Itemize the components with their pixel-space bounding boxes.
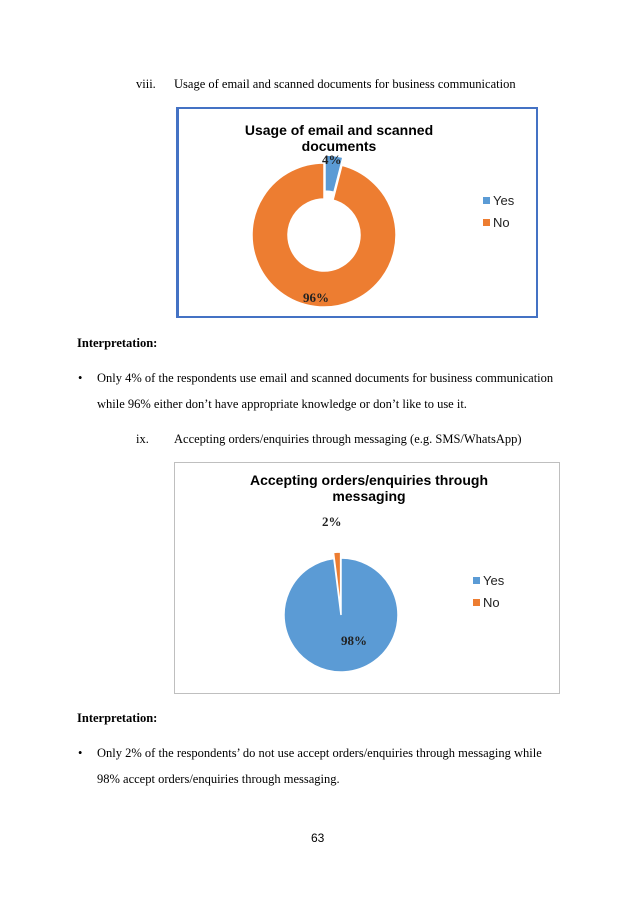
interpretation-heading-2: Interpretation:: [77, 711, 158, 725]
interpretation-text-1: [97, 365, 567, 417]
chart-email-legend: [483, 189, 514, 233]
data-label-email-no: 96%: [303, 290, 329, 305]
legend-label-no-2: No: [483, 594, 500, 610]
legend-swatch-no: [483, 219, 490, 226]
data-label-messaging-no: 2%: [322, 514, 342, 529]
chart-messaging-title-text: Accepting orders/enquiries through messaging: [249, 472, 489, 504]
legend-label-yes-2: Yes: [483, 572, 505, 588]
page-number: 63: [311, 831, 325, 845]
interpretation-1-line-1: Only 4% of the respondents use email and scanned documents for business communication: [97, 371, 554, 385]
interpretation-heading-1: Interpretation:: [77, 336, 158, 350]
data-label-messaging-yes: 98%: [341, 633, 367, 648]
data-label-email-yes: 4%: [322, 152, 342, 167]
interpretation-1-line-2: while 96% either don’t have appropriate knowledge or don’t like to use it.: [97, 397, 467, 411]
legend-swatch-no-2: [473, 599, 480, 606]
legend-label-no: No: [493, 214, 510, 230]
section-caption-viii: Usage of email and scanned documents for business communication: [174, 77, 516, 91]
chart-email-usage: [176, 107, 538, 318]
section-caption-ix: Accepting orders/enquiries through messaging (e.g. SMS/WhatsApp): [174, 432, 522, 446]
interpretation-text-2: [97, 740, 567, 792]
legend-item-no: [483, 211, 514, 233]
section-number-viii: viii.: [136, 77, 156, 91]
chart-email-title-text: Usage of email and scanned documents: [244, 122, 434, 154]
bullet-2: •: [78, 746, 83, 760]
chart-messaging-legend: [473, 569, 504, 613]
bullet-1: •: [78, 371, 83, 385]
interpretation-2-line-2: 98% accept orders/enquiries through messaging.: [97, 772, 340, 786]
legend-item-yes-2: [473, 569, 504, 591]
legend-swatch-yes: [483, 197, 490, 204]
interpretation-2-line-1: Only 2% of the respondents’ do not use accept orders/enquiries through messaging while: [97, 746, 542, 760]
legend-item-yes: [483, 189, 514, 211]
chart-messaging: [174, 462, 560, 694]
legend-swatch-yes-2: [473, 577, 480, 584]
chart-email-slice-no: [252, 163, 396, 307]
legend-item-no-2: [473, 591, 504, 613]
legend-label-yes: Yes: [493, 192, 515, 208]
section-number-ix: ix.: [136, 432, 149, 446]
